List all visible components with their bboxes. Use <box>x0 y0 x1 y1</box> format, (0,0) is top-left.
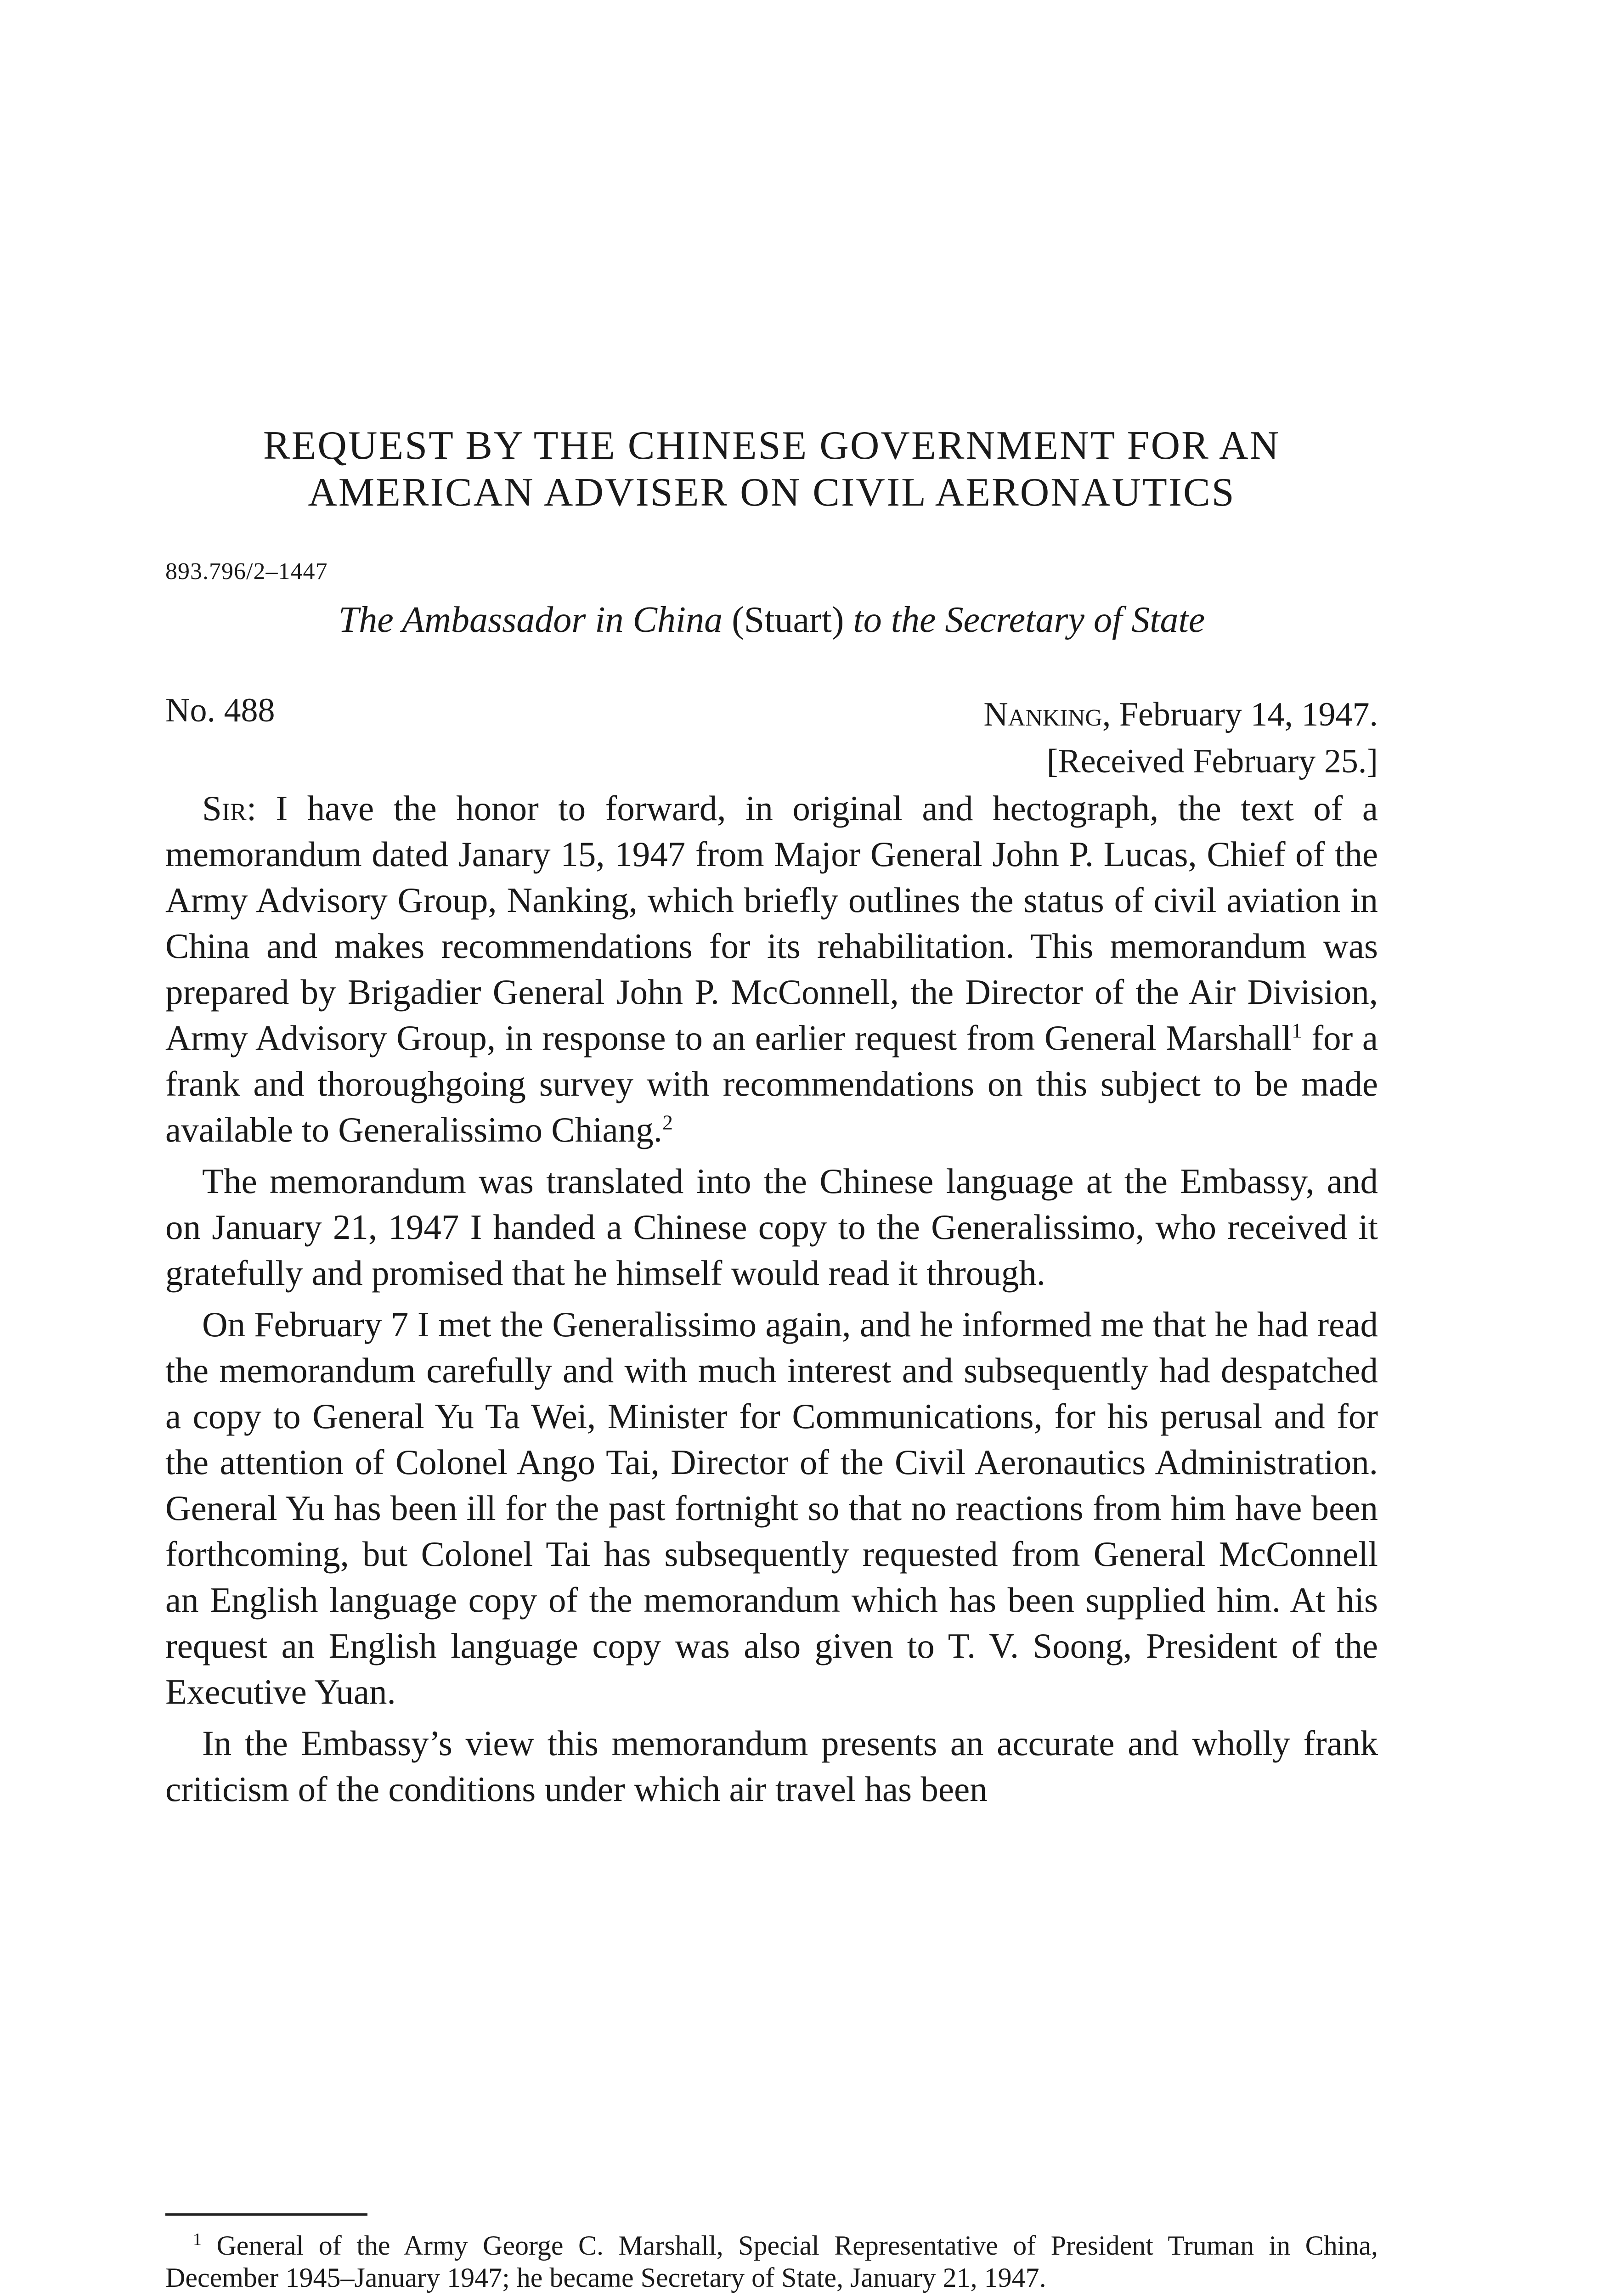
document-page <box>165 0 1378 2296</box>
title-line-2: AMERICAN ADVISER ON CIVIL AERONAUTICS <box>308 470 1236 515</box>
document-number: No. 488 <box>165 692 275 729</box>
paragraph-1-text-b: for a frank and thoroughgoing survey with recommendations on this subject to be made available to Generalissimo Chiang. <box>165 1018 1378 1149</box>
document-heading <box>165 597 1378 643</box>
paragraph-2: The memorandum was translated into the Chinese language at the Embassy, and on January 21, 1947 I handed a Chinese copy to the Generalissimo, who received it gratefully and promised that he himself would read it through. <box>165 1161 1378 1293</box>
paragraph-1-text-a: : I have the honor to forward, in original and hectograph, the text of a memorandum dated Janary 15, 1947 from Major General John P. Lucas, Chief of the Army Advisory Group, Nanking, which briefly outlines the status of civil aviation in China and makes recommendations for its rehabilitation. This memorandum was prepared by Brigadier General John P. McConnell, the Director of the Air Division, Army Advisory Group, in response to an earlier request from General Marshall <box>165 788 1378 1058</box>
heading-part-1: The Ambassador in China <box>338 600 732 640</box>
dateline-place: Nanking <box>983 696 1102 733</box>
paragraph-3: On February 7 I met the Generalissimo again, and he informed me that he had read the memorandum carefully and with much interest and subsequently had despatched a copy to General Yu Ta Wei, Minister for Communications, for his perusal and for the attention of Colonel Ango Tai, Director of the Civil Aeronautics Administration. General Yu has been ill for the past fortnight so that no reactions from him have been forthcoming, but Colonel Tai has subsequently requested from General McConnell an English language copy of the memorandum which has been supplied him. At his request an English language copy was also given to T. V. Soong, President of the Executive Yuan. <box>165 1305 1378 1711</box>
dateline-date: , February 14, 1947. <box>1102 696 1378 733</box>
title-line-1: REQUEST BY THE CHINESE GOVERNMENT FOR AN <box>263 423 1281 468</box>
heading-part-2: to the Secretary of State <box>844 600 1205 640</box>
letter-body <box>165 785 1378 1818</box>
paragraph-4: In the Embassy’s view this memorandum presents an accurate and wholly frank criticism of the conditions under which air travel has been <box>165 1723 1378 1809</box>
document-title <box>165 422 1378 516</box>
received-date: [Received February 25.] <box>1046 743 1378 780</box>
footnote-1 <box>165 2229 1378 2294</box>
dateline <box>983 691 1378 785</box>
footnote-1-marker: 1 <box>193 2230 202 2249</box>
footnote-ref-1: 1 <box>1291 1019 1302 1042</box>
footnote-divider <box>165 2213 367 2216</box>
heading-name: (Stuart) <box>732 600 844 640</box>
footnotes <box>165 2229 1378 2296</box>
footnote-1-text: General of the Army George C. Marshall, Special Representative of President Truman in China, December 1945–January 1947; he became Secretary of State, January 21, 1947. <box>165 2230 1378 2293</box>
file-number: 893.796/2–1447 <box>165 558 328 585</box>
footnote-ref-2: 2 <box>662 1110 673 1134</box>
paragraph-1 <box>165 785 1378 1153</box>
salutation: Sir <box>202 788 247 828</box>
